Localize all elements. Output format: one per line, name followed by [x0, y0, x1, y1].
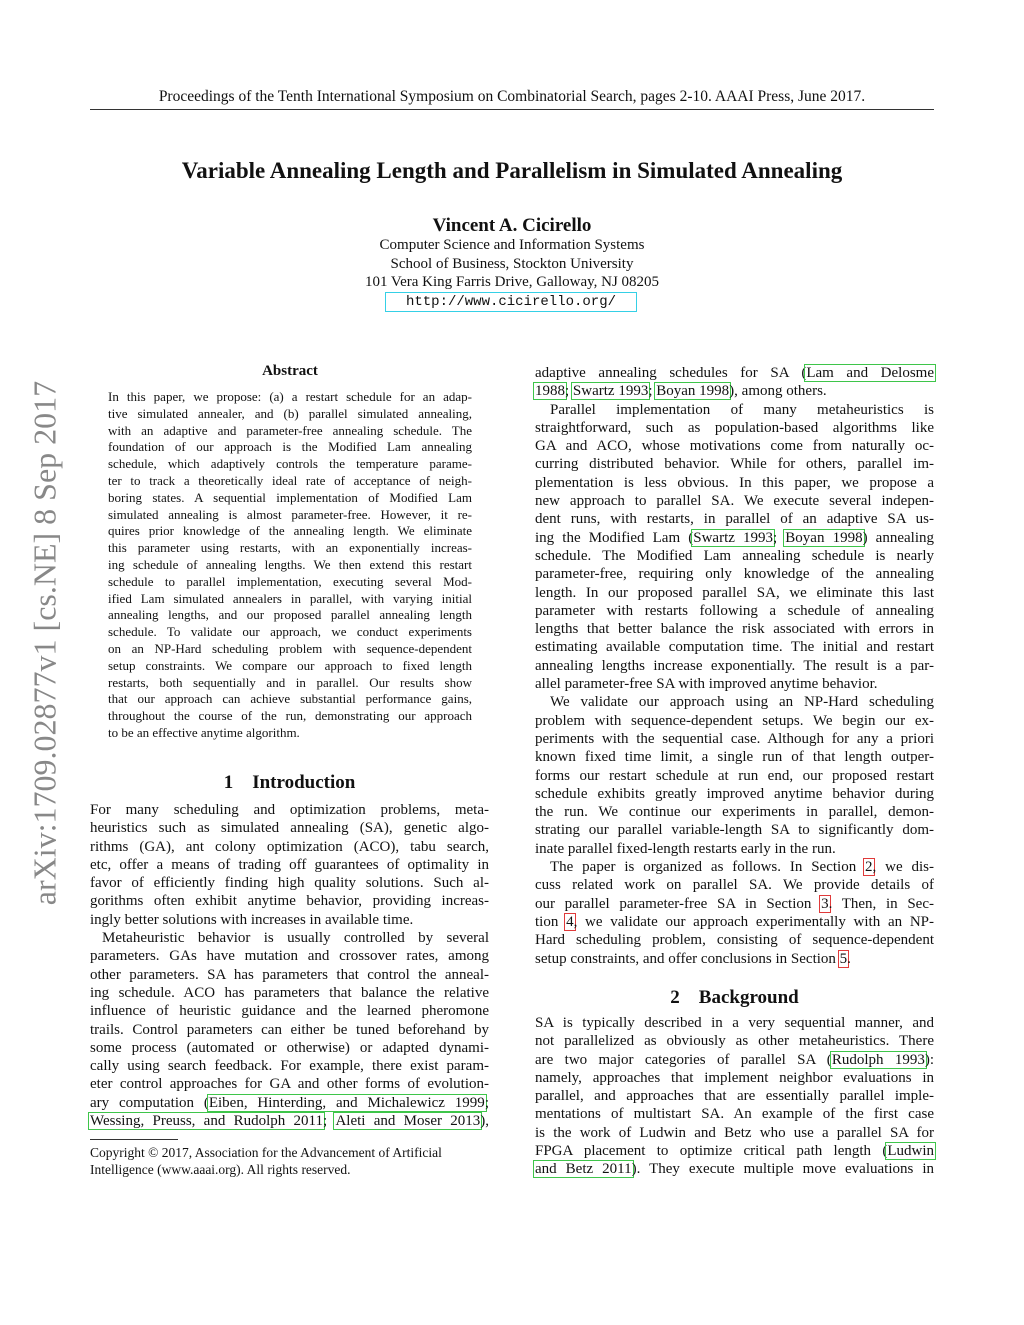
footnote-rule: [90, 1139, 178, 1140]
abstract-line: quires prior knowledge of the annealing length. We eliminate: [108, 523, 472, 539]
body-line: not parallelized as obviously as other metaheuristics. There: [535, 1033, 934, 1050]
text-run: adaptive annealing schedules for SA (: [535, 365, 807, 381]
body-line: schedule exhibits greatly improved anytime behavior during: [535, 785, 934, 802]
body-line: [535, 1160, 934, 1178]
abstract-line: ing schedule of annealing lengths. We then extend this restart: [108, 556, 472, 572]
section-ref-5[interactable]: 5: [839, 950, 848, 967]
body-line: mentations of multistart SA. An example of the first case: [535, 1106, 934, 1123]
body-line: cuss related work on parallel SA. We provide details of: [535, 877, 934, 894]
body-line: annealing lengths increase exponentially. The result is a par-: [535, 657, 934, 674]
abstract-line: schedule, which adaptively controls the temperature parame-: [108, 456, 472, 472]
body-line: [90, 1112, 489, 1130]
body-line: [535, 950, 934, 968]
abstract-line: with an adaptive and parameter-free annealing schedule. The: [108, 422, 472, 438]
abstract-line: ter to track a theoretically ideal rate of acceptance of neigh-: [108, 472, 472, 488]
citation-link-boyan[interactable]: Boyan 1998: [656, 383, 730, 400]
introduction-body: [90, 801, 489, 1130]
abstract-line: annealing lengths, and our proposed parallel annealing length: [108, 607, 472, 623]
body-line: [535, 913, 934, 931]
text-run: ;: [484, 1094, 489, 1111]
body-line: dent runs, with restarts, in parallel of an adaptive SA us-: [535, 511, 934, 528]
section-number: 2: [670, 987, 680, 1008]
body-line: rithms (GA), ant colony optimization (ACO), tabu search,: [90, 838, 489, 855]
text-run: , we dis-: [872, 859, 934, 876]
text-run: ), among others.: [729, 383, 827, 400]
abstract-line: setup constraints. We compare our approach to fixed length: [108, 657, 472, 673]
section-heading-introduction: [90, 772, 489, 794]
section-title: Background: [698, 987, 799, 1008]
body-line: cally using search feedback. For example, there exist param-: [90, 1058, 489, 1075]
body-line: namely, approaches that implement neighbor evaluations in: [535, 1069, 934, 1086]
body-line: periments with the sequential case. Although for any a priori: [535, 730, 934, 747]
text-run: ). They execute multiple move evaluations in: [631, 1161, 934, 1178]
body-line: other parameters. SA has parameters that control the anneal-: [90, 966, 489, 983]
section-heading-background: [535, 987, 934, 1009]
abstract-line: to be an effective anytime algorithm.: [108, 724, 300, 740]
body-line: curring distributed behavior. While for others, parallel im-: [535, 456, 934, 473]
body-line: [535, 382, 934, 400]
body-line: strating our parallel variable-length SA to significantly dom-: [535, 822, 934, 839]
citation-link-rudolph[interactable]: Rudolph 1993: [831, 1051, 925, 1068]
abstract-line: that our approach can achieve substantial performance gains,: [108, 691, 472, 707]
body-line: estimating available computation time. The initial and restart: [535, 639, 934, 656]
section-number: 1: [223, 772, 234, 793]
body-line: heuristics such as simulated annealing (SA), genetic algo-: [90, 820, 489, 837]
body-line: plementation is less obvious. In this paper, we propose a: [535, 474, 934, 491]
abstract-line: foundation of our approach is the Modified Lam annealing: [108, 439, 472, 455]
text-run: .: [847, 950, 851, 967]
body-line: length. In our proposed parallel SA, we eliminate this last: [535, 584, 934, 601]
body-line: [535, 858, 934, 876]
body-line: the run. We continue our experiments in parallel, demon-: [535, 804, 934, 821]
text-run: setup constraints, and offer conclusions in Section: [535, 950, 840, 967]
text-run: ary computation (: [90, 1094, 209, 1111]
abstract-line: this parameter using restarts, with an exponentially increas-: [108, 540, 472, 556]
body-line: trails. Control parameters can either be tuned beforehand by: [90, 1021, 489, 1038]
right-column-body: [535, 364, 934, 968]
text-run: our parallel parameter-free SA in Section: [535, 895, 822, 912]
author-school: School of Business, Stockton University: [390, 256, 634, 272]
body-line: ing schedule. ACO has parameters that balance the relative: [90, 984, 489, 1001]
abstract-line: boring states. A sequential implementation of Modified Lam: [108, 489, 472, 505]
body-line: schedule. The Modified Lam annealing schedule is nearly: [535, 547, 934, 564]
arxiv-stamp: arXiv:1709.02877v1 [cs.NE] 8 Sep 2017: [26, 380, 63, 906]
body-line: Parallel implementation of many metaheuristics is: [550, 401, 934, 418]
section-title: Introduction: [252, 772, 356, 793]
body-line: [535, 364, 934, 382]
body-line: favor of efficiently finding high quality solutions. Such al-: [90, 875, 489, 892]
text-run: ing the Modified Lam (: [535, 529, 694, 546]
body-line: parameter-free, requiring only knowledge of the annealing: [535, 566, 934, 583]
text-run: ;: [648, 383, 653, 400]
body-line: gorithms often exhibit anytime behavior, providing increas-: [90, 893, 489, 910]
abstract-line: throughout the course of the run, demonstrating our approach: [108, 708, 472, 724]
abstract-line: In this paper, we propose: (a) a restart schedule for an adap-: [108, 389, 472, 404]
body-line: [90, 1094, 489, 1112]
background-body: [535, 1014, 934, 1179]
citation-link-wessing[interactable]: Wessing, Preuss, and Rudolph 2011: [90, 1113, 323, 1130]
abstract-line: simulated annealing is almost parameter-free. However, it re-: [108, 506, 472, 522]
text-run: ;: [323, 1113, 328, 1130]
author-name: Vincent A. Cicirello: [432, 215, 592, 236]
abstract-body: [108, 389, 472, 742]
abstract-line: schedule to parallel implementation, executing several Mod-: [108, 573, 472, 589]
abstract-line: schedule. To validate our approach, we conduct experiments: [108, 624, 472, 640]
footnote-line: Intelligence (www.aaai.org). All rights reserved.: [90, 1162, 351, 1177]
text-run: , we validate our approach experimentally with an NP-: [573, 913, 934, 930]
citation-link-lam-delosme[interactable]: Lam and Delosme: [806, 365, 934, 381]
body-line: SA is typically described in a very sequential manner, and: [535, 1015, 934, 1031]
body-line: eter control approaches for GA and other forms of evolution-: [90, 1076, 489, 1093]
header-rule: [90, 109, 934, 110]
body-line: We validate our approach using an NP-Hard scheduling: [550, 694, 934, 711]
citation-link-eiben[interactable]: Eiben, Hinterding, and Michalewicz 1999: [208, 1094, 485, 1111]
text-run: ):: [924, 1051, 934, 1068]
section-ref-4[interactable]: 4: [566, 913, 574, 930]
citation-link-lam-delosme-year[interactable]: 1988: [535, 383, 565, 400]
citation-link-swartz[interactable]: Swartz 1993: [693, 529, 774, 546]
body-line: [535, 895, 934, 913]
body-line: GA and ACO, whose motivations come from naturally oc-: [535, 438, 934, 455]
text-run: are two major categories of parallel SA (: [535, 1051, 832, 1068]
author-url-link[interactable]: http://www.cicirello.org/: [385, 292, 637, 312]
body-line: [535, 1142, 934, 1160]
text-run: tion: [535, 913, 567, 930]
copyright-footnote: [90, 1144, 490, 1178]
proceedings-header: Proceedings of the Tenth International Symposium on Combinatorial Search, pages 2-10. AAAI Press, June 2017.: [158, 88, 866, 105]
abstract-line: ified Lam simulated annealers in parallel, with varying initial: [108, 590, 472, 606]
text-run: ),: [480, 1113, 490, 1130]
body-line: new approach to parallel SA. We execute several indepen-: [535, 493, 934, 510]
text-run: FPGA placement to optimize critical path length (: [535, 1143, 888, 1160]
body-line: straightforward, such as population-based algorithms like: [535, 419, 934, 436]
body-line: [535, 529, 934, 547]
citation-link-swartz[interactable]: Swartz 1993: [572, 383, 649, 400]
text-run: The paper is organized as follows. In Section: [550, 859, 866, 876]
footnote-line: Copyright © 2017, Association for the Advancement of Artificial: [90, 1145, 442, 1160]
body-line: some process (automated or otherwise) or adapted dynami-: [90, 1039, 489, 1056]
body-line: known fixed time limit, a single run of that length outper-: [535, 749, 934, 766]
text-run: ;: [565, 383, 570, 400]
body-line: Metaheuristic behavior is usually controlled by several: [102, 930, 489, 947]
abstract-heading: Abstract: [262, 363, 318, 379]
text-run: ;: [773, 529, 778, 546]
citation-link-aleti[interactable]: Aleti and Moser 2013: [335, 1113, 481, 1130]
text-run: ) annealing: [862, 529, 934, 546]
body-line: allel parameter-free SA with improved anytime behavior.: [535, 676, 878, 693]
section-ref-3[interactable]: 3: [821, 895, 829, 912]
body-line: parameters. GAs have mutation and crossover rates, among: [90, 948, 489, 965]
body-line: influence of heuristic guidance and the learned pheromone: [90, 1003, 489, 1020]
body-line: Hard scheduling problem, consisting of sequence-dependent: [535, 932, 934, 949]
section-ref-2[interactable]: 2: [865, 859, 873, 876]
body-line: parameter with restarts following a schedule of annealing: [535, 602, 934, 619]
body-line: etc, offer a means of trading off guarantees of optimality in: [90, 856, 489, 873]
citation-link-ludwin[interactable]: Ludwin: [887, 1143, 934, 1160]
body-line: parallel, and approaches that are essentially parallel imple-: [535, 1088, 934, 1105]
paper-title: Variable Annealing Length and Parallelism in Simulated Annealing: [181, 158, 843, 183]
citation-link-ludwin-betz[interactable]: and Betz 2011: [535, 1161, 632, 1178]
body-line: is the work of Ludwin and Betz who use a parallel SA for: [535, 1124, 934, 1141]
body-line: [535, 1051, 934, 1069]
citation-link-boyan[interactable]: Boyan 1998: [785, 529, 863, 546]
author-address: 101 Vera King Farris Drive, Galloway, NJ 08205: [364, 274, 660, 290]
body-line: inate parallel fixed-length restarts early in the run.: [535, 840, 836, 857]
author-department: Computer Science and Information Systems: [379, 237, 645, 253]
abstract-line: on an NP-Hard scheduling problem with sequence-dependent: [108, 640, 472, 656]
body-line: lengths that better balance the risk associated with errors in: [535, 621, 934, 638]
abstract-line: restarts, both sequentially and in parallel. Our results show: [108, 674, 472, 690]
body-line: problem with sequence-dependent setups. We begin our ex-: [535, 712, 934, 729]
body-line: For many scheduling and optimization problems, meta-: [90, 802, 489, 818]
abstract-line: tive simulated annealer, and (b) parallel simulated annealing,: [108, 405, 472, 421]
body-line: forms our restart schedule at run end, our proposed restart: [535, 767, 934, 784]
body-line: ingly better solutions with increases in available time.: [90, 911, 414, 928]
text-run: . Then, in Sec-: [828, 895, 934, 912]
